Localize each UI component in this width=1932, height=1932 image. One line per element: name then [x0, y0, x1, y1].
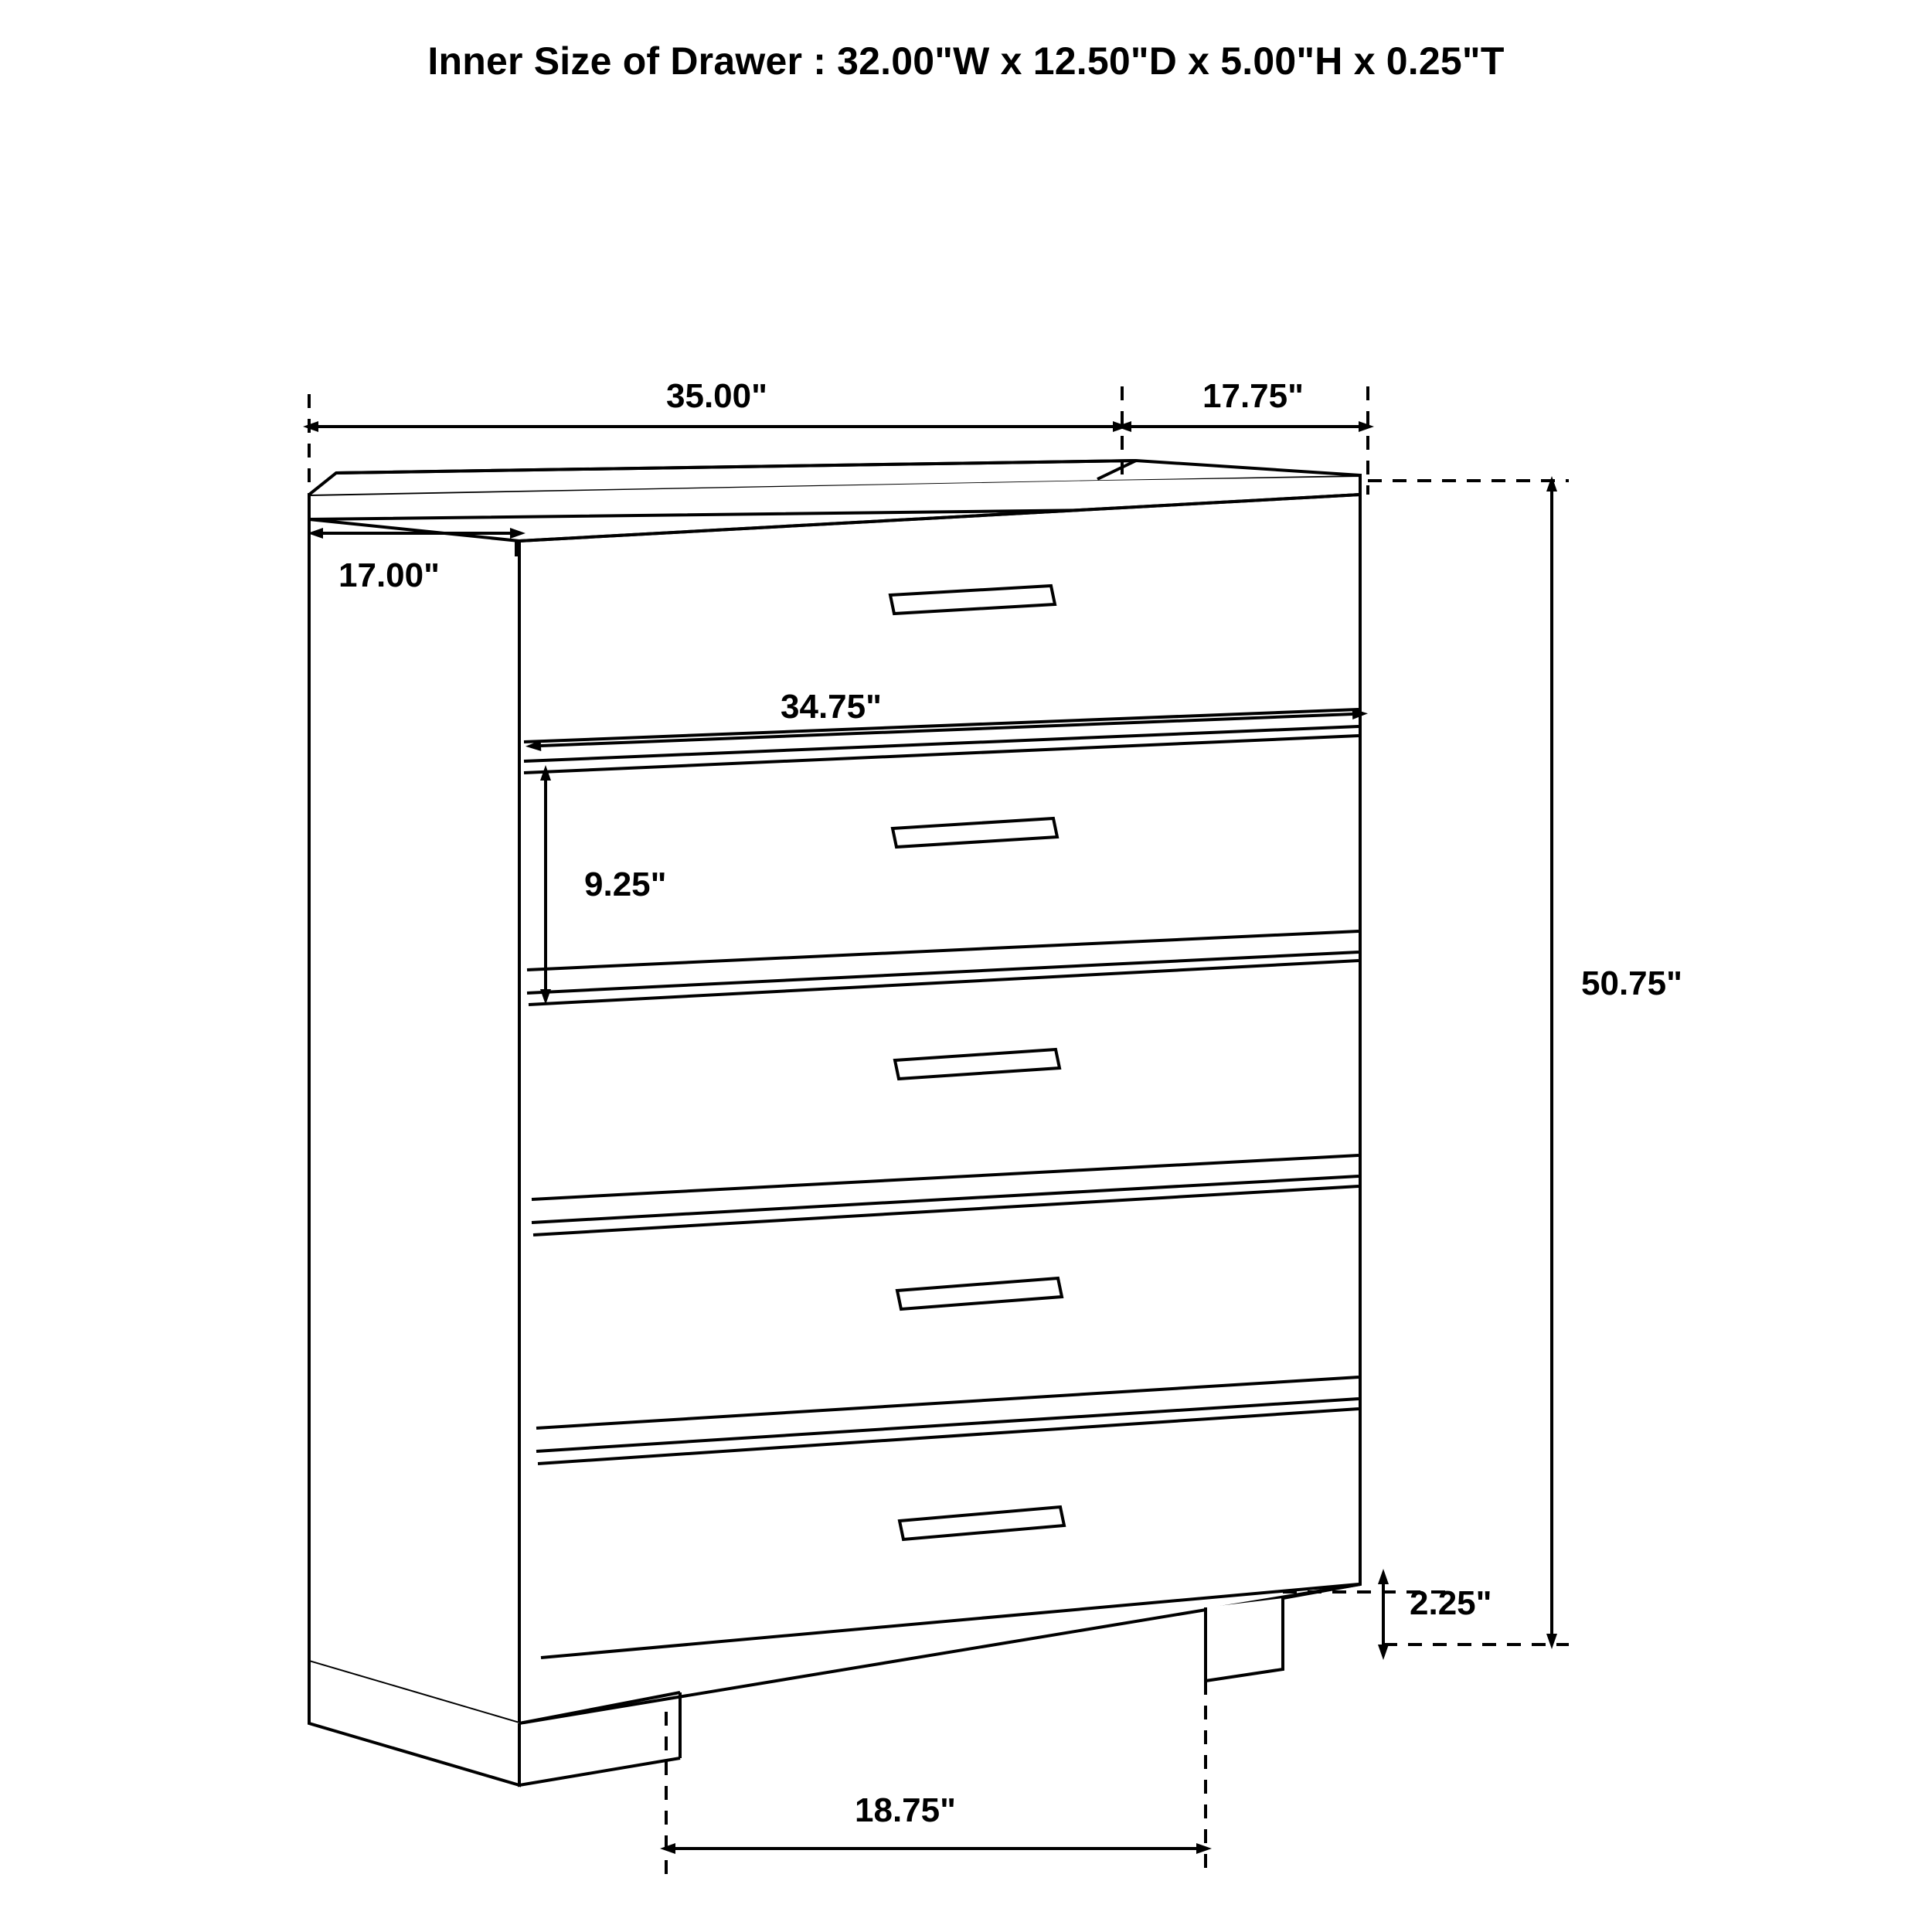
label-top-depth: 17.75" — [1202, 377, 1304, 415]
foot-right — [1206, 1598, 1283, 1681]
page-title: Inner Size of Drawer : 32.00"W x 12.50"D x 5.00"H x 0.25"T — [427, 39, 1505, 83]
label-side-depth: 17.00" — [338, 556, 440, 594]
label-drawer-height: 9.25" — [584, 866, 667, 903]
front-face — [519, 495, 1360, 1723]
chest-body — [309, 461, 1360, 1785]
left-side-panel — [309, 519, 519, 1723]
base-front — [519, 1723, 680, 1785]
label-top-width: 35.00" — [666, 377, 767, 415]
label-drawer-width: 34.75" — [781, 688, 882, 726]
label-leg-height: 2.25" — [1410, 1584, 1492, 1622]
label-foot-span: 18.75" — [855, 1791, 956, 1829]
label-overall-height: 50.75" — [1581, 964, 1682, 1002]
